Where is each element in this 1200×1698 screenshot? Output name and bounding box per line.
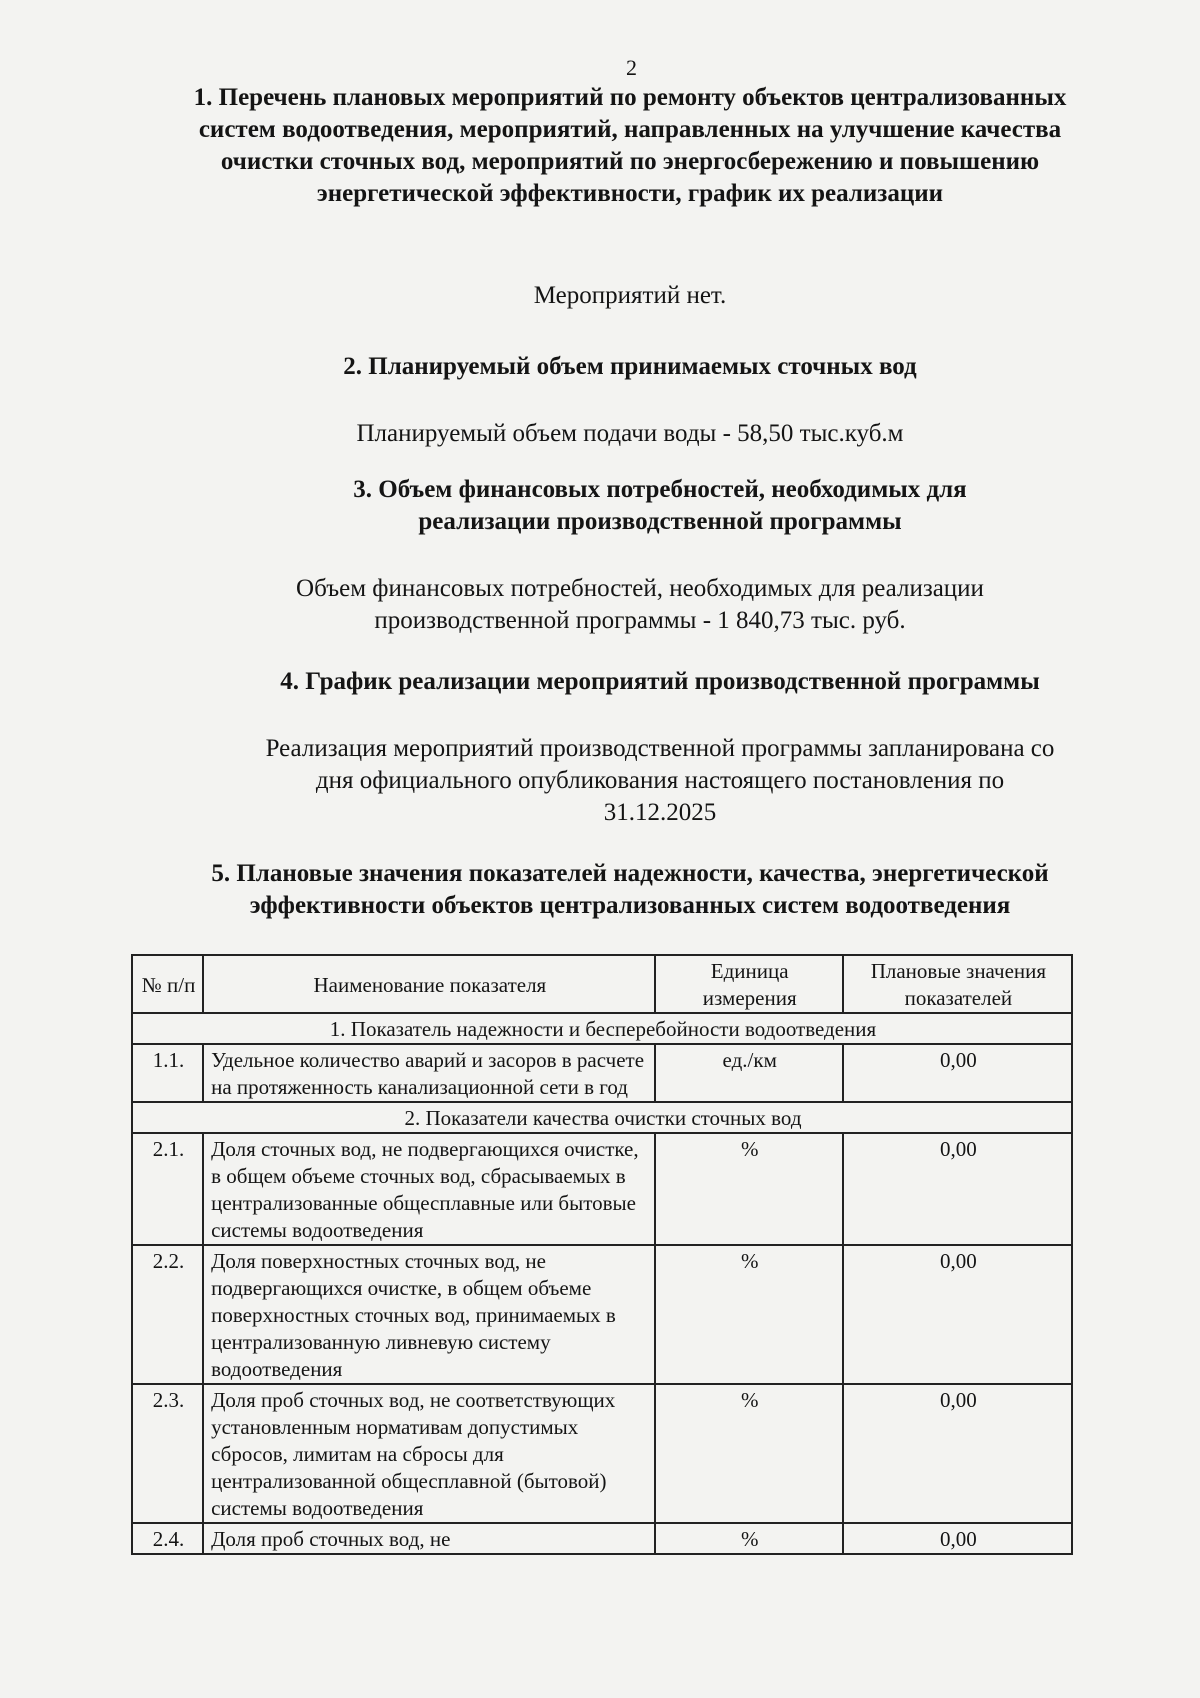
section-4-text: Реализация мероприятий производственной программы запланирована со дня официального опубликования настоящего постановления по 31.12.2025 bbox=[265, 735, 1055, 826]
row-unit: ед./км bbox=[655, 1044, 843, 1102]
page-number: 2 bbox=[626, 55, 637, 80]
table-row bbox=[132, 1245, 1072, 1384]
section-5-heading: 5. Плановые значения показателей надежности, качества, энергетической эффективности объектов централизованных систем водоотведения bbox=[211, 860, 1049, 919]
row-num: 2.1. bbox=[132, 1133, 203, 1245]
row-value: 0,00 bbox=[843, 1384, 1072, 1523]
row-num: 2.3. bbox=[132, 1384, 203, 1523]
row-name: Удельное количество аварий и засоров в расчете на протяженность канализационной сети в год bbox=[203, 1044, 655, 1102]
row-name: Доля поверхностных сточных вод, не подвергающихся очистке, в общем объеме поверхностных сточных вод, принимаемых в централизованную ливневую систему водоотведения bbox=[203, 1245, 655, 1384]
row-name: Доля сточных вод, не подвергающихся очистке, в общем объеме сточных вод, сбрасываемых в централизованные общесплавные или бытовые системы водоотведения bbox=[203, 1133, 655, 1245]
row-value: 0,00 bbox=[843, 1245, 1072, 1384]
section-3-heading: 3. Объем финансовых потребностей, необходимых для реализации производственной программы bbox=[353, 476, 967, 535]
section-1-text: Мероприятий нет. bbox=[533, 282, 727, 309]
row-value: 0,00 bbox=[843, 1044, 1072, 1102]
row-unit: % bbox=[655, 1133, 843, 1245]
header-unit: Единица измерения bbox=[655, 955, 843, 1013]
row-num: 2.4. bbox=[132, 1523, 203, 1554]
row-name: Доля проб сточных вод, не соответствующих установленным нормативам допустимых сбросов, лимитам на сбросы для централизованной общесплавной (бытовой) системы водоотведения bbox=[203, 1384, 655, 1523]
row-value: 0,00 bbox=[843, 1133, 1072, 1245]
table-row bbox=[132, 1523, 1072, 1554]
row-name: Доля проб сточных вод, не bbox=[203, 1523, 655, 1554]
group-title-reliability: 1. Показатель надежности и бесперебойности водоотведения bbox=[132, 1013, 1072, 1044]
group-row bbox=[132, 1013, 1072, 1044]
table-row bbox=[132, 1384, 1072, 1523]
table-row bbox=[132, 1044, 1072, 1102]
group-title-quality: 2. Показатели качества очистки сточных вод bbox=[132, 1102, 1072, 1133]
header-name: Наименование показателя bbox=[203, 955, 655, 1013]
section-2-heading: 2. Планируемый объем принимаемых сточных вод bbox=[343, 353, 917, 380]
row-num: 2.2. bbox=[132, 1245, 203, 1384]
section-4-heading: 4. График реализации мероприятий производственной программы bbox=[280, 668, 1040, 695]
table-row bbox=[132, 1133, 1072, 1245]
row-unit: % bbox=[655, 1523, 843, 1554]
table-header-row bbox=[132, 955, 1072, 1013]
section-3-text: Объем финансовых потребностей, необходимых для реализации производственной программы - 1 840,73 тыс. руб. bbox=[296, 575, 984, 634]
row-unit: % bbox=[655, 1245, 843, 1384]
header-value: Плановые значения показателей bbox=[843, 955, 1072, 1013]
indicators-table bbox=[131, 954, 1073, 1555]
row-num: 1.1. bbox=[132, 1044, 203, 1102]
row-value: 0,00 bbox=[843, 1523, 1072, 1554]
header-num: № п/п bbox=[132, 955, 203, 1013]
row-unit: % bbox=[655, 1384, 843, 1523]
group-row bbox=[132, 1102, 1072, 1133]
section-2-text: Планируемый объем подачи воды - 58,50 тыс.куб.м bbox=[356, 420, 904, 447]
section-1-heading: 1. Перечень плановых мероприятий по ремонту объектов централизованных систем водоотведения, мероприятий, направленных на улучшение качества очистки сточных вод, мероприятий по энергосбережению и повышению энергетической эффективности, график их реализации bbox=[193, 84, 1067, 207]
